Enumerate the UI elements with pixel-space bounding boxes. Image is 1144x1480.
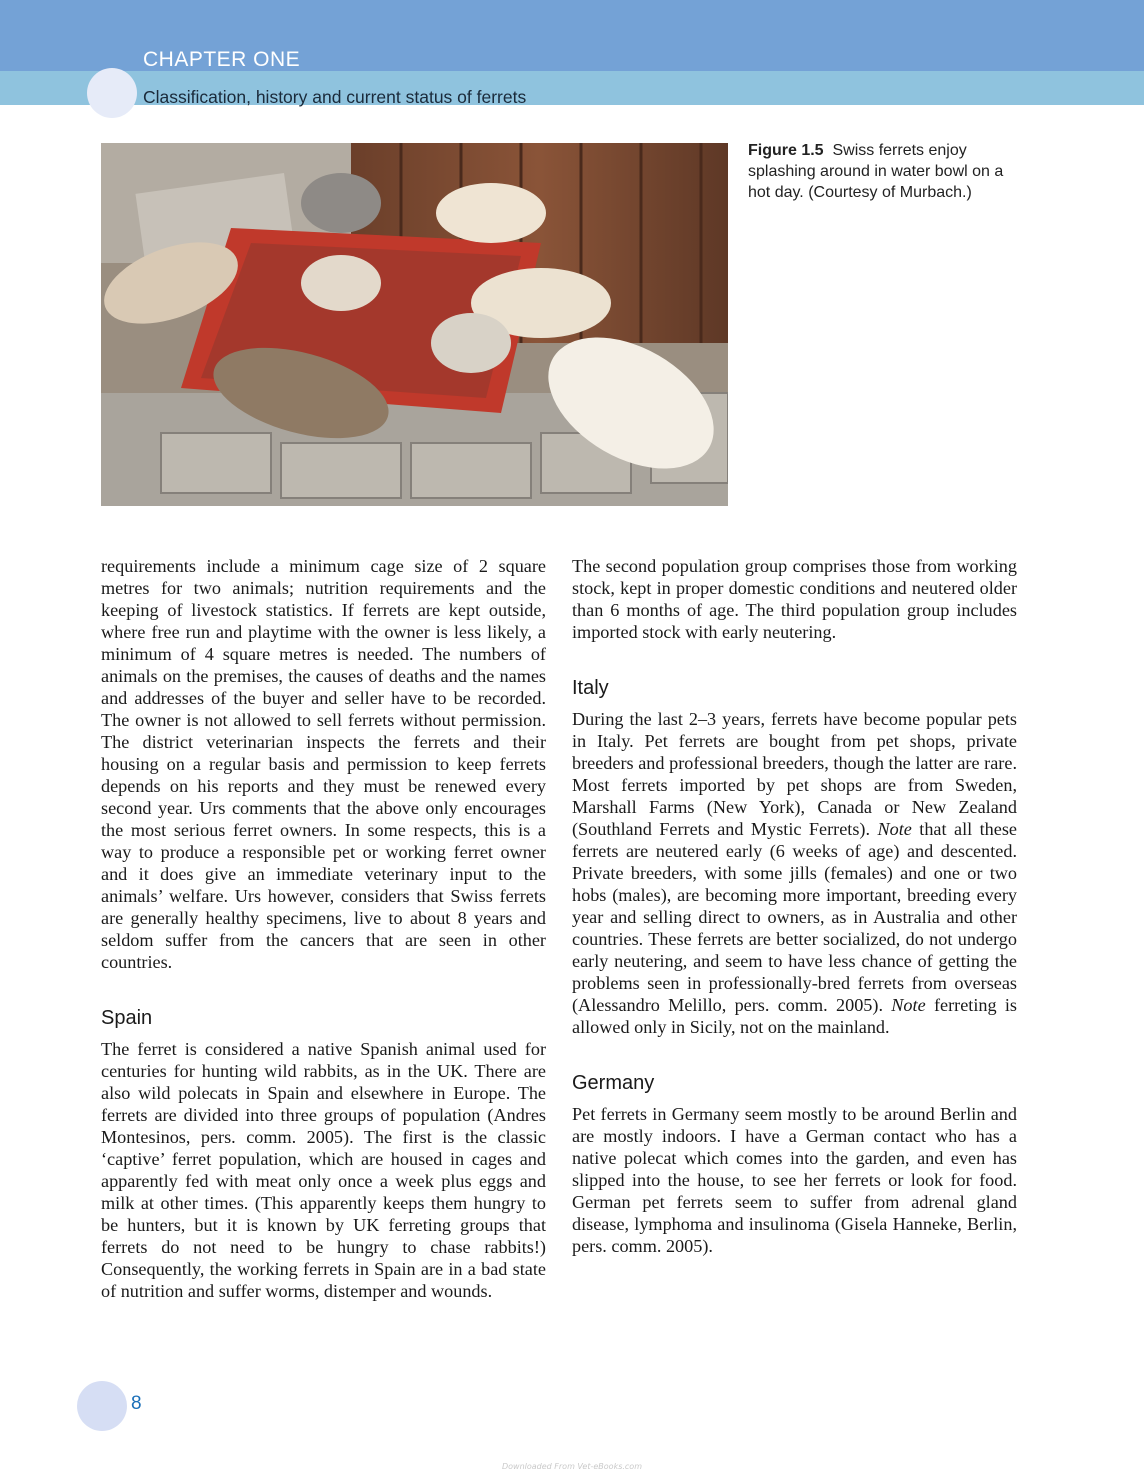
ferrets-photo [101,143,728,506]
italy-text-c: ferreting is allowed only in Sicily, not on the mainland. [572,995,1017,1037]
spain-paragraph: The ferret is considered a native Spanish animal used for centuries for hunting wild rabbits, as in the UK. There are also wild polecats in Spain and elsewhere in Europe. The ferrets are divided into three groups of population (Andres Montesinos, pers. comm. 2005). The first is the classic ‘captive’ ferret population, which are housed in cages and apparently fed with meat only once a week plus eggs and milk at other times. (This apparently keeps them hungry to be hunters, but it is known by UK ferreting groups that ferrets do not need to be hungry to chase rabbits!) Consequently, the working ferrets in Spain are in a bad state of nutrition and suffer worms, distemper and wounds. [101,1039,546,1301]
germany-paragraph: Pet ferrets in Germany seem mostly to be around Berlin and are mostly indoors. I have a German contact who has a native polecat which comes into the garden, and even has slipped into the house, to see her ferrets or look for food. German pet ferrets seem to suffer from adrenal gland disease, lymphoma and insulinoma (Gisela Hanneke, Berlin, pers. comm. 2005). [572,1104,1017,1256]
italy-note-2: Note [891,995,926,1015]
left-paragraph-1: requirements include a minimum cage size of 2 square metres for two animals; nutrition requirements and the keeping of livestock statistics. If ferrets are kept outside, where free run and playtime with the owner is less likely, a minimum of 4 square metres is needed. The numbers of animals on the premises, the causes of deaths and the names and addresses of the buyer and seller have to be recorded. The owner is not allowed to sell ferrets without permission. The district veterinarian inspects the ferrets and their housing on a regular basis and permission to keep ferrets depends on his reports and they must be renewed every second year. Urs comments that the above only encourages the most serious ferret owners. In some respects, this is a way to produce a responsible pet or working ferret owner and it does give an immediate veterinary input to the animals’ welfare. Urs however, considers that Swiss ferrets are generally healthy specimens, live to about 8 years and seldom suffer from the cancers that are seen in other countries. [101,556,546,972]
italy-note-1: Note [877,819,912,839]
germany-heading: Germany [572,1072,655,1094]
page-number: 8 [131,1393,142,1414]
right-paragraph-1: The second population group comprises those from working stock, kept in proper domestic conditions and neutered older than 6 months of age. The third population group includes imported stock with early neutering. [572,556,1017,642]
italy-paragraph [572,708,1017,1038]
header-circle-decoration [87,68,137,118]
spain-heading: Spain [101,1007,153,1029]
watermark: Downloaded From Vet-eBooks.com [501,1462,642,1471]
italy-text-a: During the last 2–3 years, ferrets have become popular pets in Italy. Pet ferrets are bought from pet shops, private breeders and professional breeders, though the latter are rare. Most ferrets imported by pet shops are from Sweden, Marshall Farms (New York), Canada or New Zealand (Southland Ferrets and Mystic Ferrets). [572,709,1017,839]
figure-caption [748,140,1028,203]
italy-heading: Italy [572,677,609,699]
figure-caption-text: Swiss ferrets enjoy splashing around in water bowl on a hot day. (Courtesy of Murbach.) [748,142,1004,201]
chapter-label: CHAPTER ONE [143,48,301,71]
chapter-subtitle: Classification, history and current status of ferrets [143,87,527,107]
italy-text-b: that all these ferrets are neutered early (6 weeks of age) and descented. Private breeders, with some jills (females) and one or two hobs (males), are becoming more important, breeding every year and selling direct to owners, as in Australia and other countries. These ferrets are better socialized, do not undergo early neutering, and seem to have less chance of getting the problems seen in professionally-bred ferrets from overseas (Alessandro Melillo, pers. comm. 2005). [572,819,1017,1015]
right-column [572,555,1017,1257]
figure-label: Figure 1.5 [748,142,824,159]
left-column [101,555,546,1302]
page-number-circle [77,1381,127,1431]
